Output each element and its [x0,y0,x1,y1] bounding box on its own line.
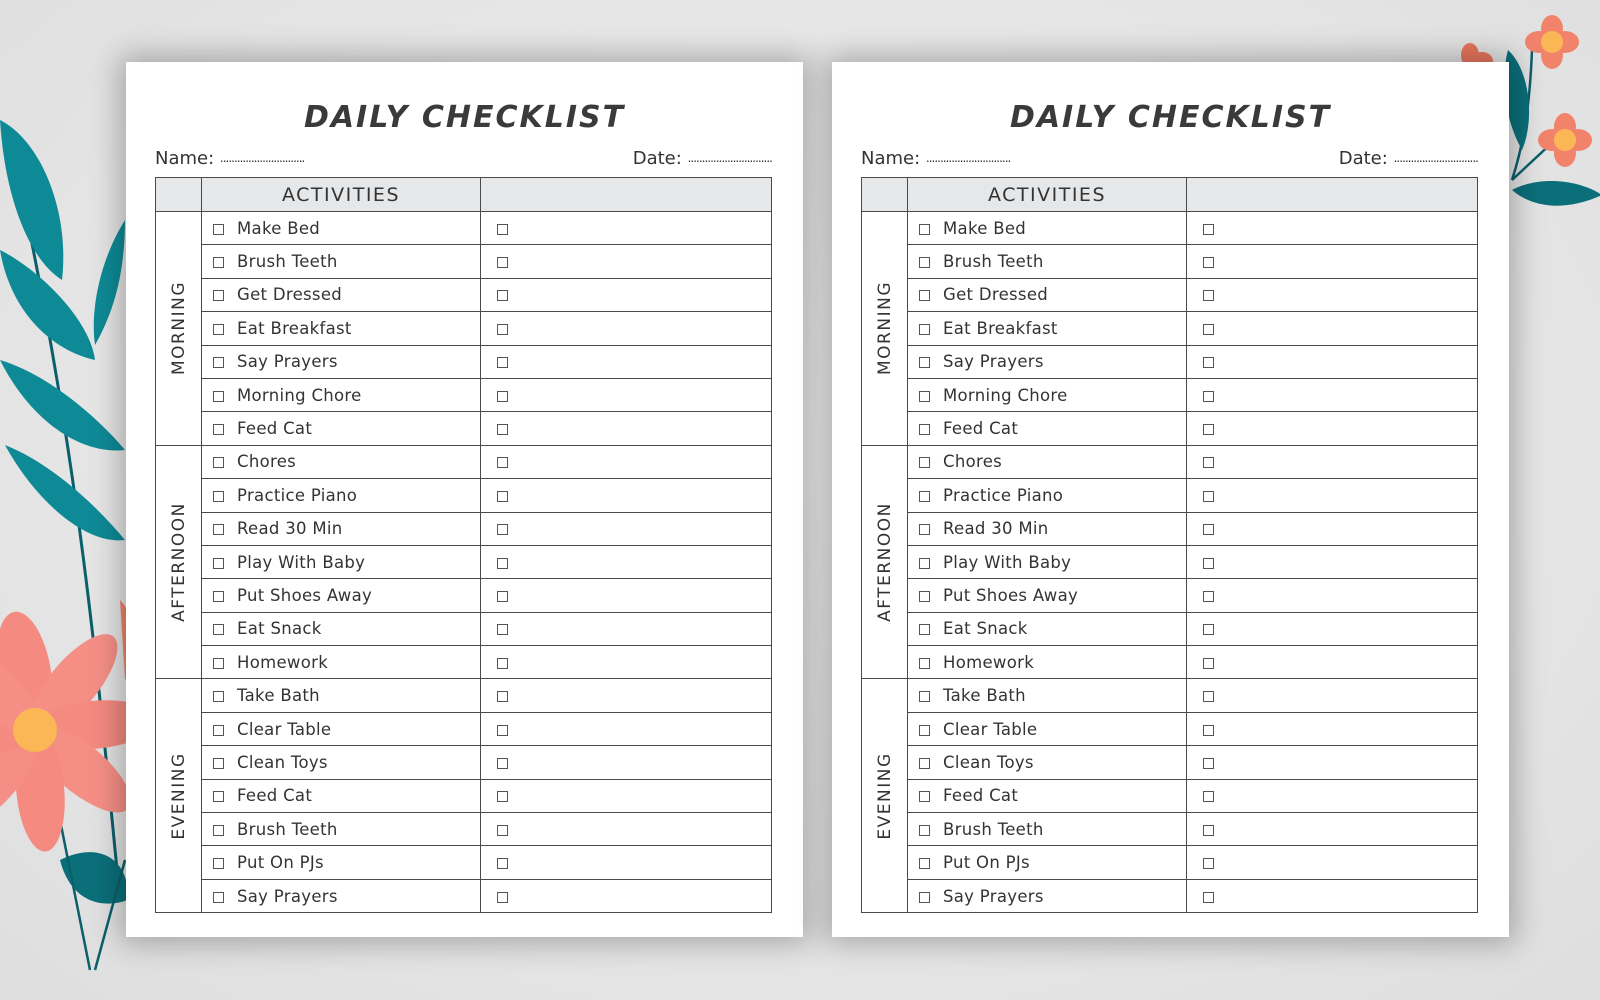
done-cell [1187,278,1478,311]
done-cell [1187,479,1478,512]
checkbox-icon[interactable] [213,524,224,535]
activity-cell [202,278,481,311]
checkbox-icon[interactable] [213,424,224,435]
checkbox-icon[interactable] [919,324,930,335]
activity-cell [202,512,481,545]
done-cell [1187,879,1478,912]
checkbox-icon[interactable] [213,691,224,702]
page-title: DAILY CHECKLIST [303,100,626,135]
done-checkbox-icon[interactable] [497,491,508,502]
done-checkbox-icon[interactable] [1203,691,1214,702]
done-cell [1187,412,1478,445]
checkbox-icon[interactable] [919,424,930,435]
period-afternoon [862,445,908,679]
done-cell [481,412,772,445]
table-row [862,212,1478,245]
checkbox-icon[interactable] [919,491,930,502]
checkbox-icon[interactable] [919,892,930,903]
checkbox-icon[interactable] [213,257,224,268]
activity-cell [202,746,481,779]
activity-cell [908,846,1187,879]
table-row [156,712,772,745]
checkbox-icon[interactable] [919,624,930,635]
activity-label: Put On PJs [943,853,1030,873]
checkbox-icon[interactable] [213,491,224,502]
activity-cell [908,479,1187,512]
activity-cell [908,746,1187,779]
done-cell [481,479,772,512]
period-evening [862,679,908,913]
done-checkbox-icon[interactable] [497,825,508,836]
name-date-line [861,148,1478,172]
done-checkbox-icon[interactable] [1203,524,1214,535]
activity-label: Say Prayers [237,352,338,372]
activity-label: Read 30 Min [943,519,1049,539]
done-checkbox-icon[interactable] [1203,457,1214,468]
done-checkbox-icon[interactable] [497,725,508,736]
done-cell [481,746,772,779]
date-blank[interactable]: .............................. [687,151,772,165]
activity-label: Clean Toys [237,752,328,772]
done-cell [481,378,772,411]
done-checkbox-icon[interactable] [497,558,508,569]
done-cell [1187,779,1478,812]
done-cell [481,879,772,912]
table-row [862,646,1478,679]
done-cell [1187,813,1478,846]
done-cell [1187,545,1478,578]
done-cell [481,245,772,278]
table-row [156,479,772,512]
activity-cell [202,846,481,879]
done-checkbox-icon[interactable] [1203,558,1214,569]
activity-label: Say Prayers [943,352,1044,372]
activity-label: Chores [237,452,297,472]
activity-label: Clean Toys [943,752,1034,772]
activity-label: Feed Cat [237,786,313,806]
table-row [156,345,772,378]
activity-cell [908,612,1187,645]
activity-label: Brush Teeth [237,252,338,272]
activity-label: Eat Breakfast [237,318,352,338]
period-afternoon [156,445,202,679]
checkbox-icon[interactable] [213,224,224,235]
activity-label: Brush Teeth [237,819,338,839]
checkbox-icon[interactable] [213,658,224,669]
checkbox-icon[interactable] [919,725,930,736]
done-cell [1187,378,1478,411]
activity-cell [908,779,1187,812]
checkbox-icon[interactable] [213,324,224,335]
header-period-cell [156,178,202,212]
done-checkbox-icon[interactable] [497,224,508,235]
checkbox-icon[interactable] [919,457,930,468]
date-label: Date: [632,148,682,169]
checkbox-icon[interactable] [213,357,224,368]
activity-label: Feed Cat [943,786,1019,806]
date-field[interactable] [1339,148,1478,169]
table-row [862,579,1478,612]
table-row [862,312,1478,345]
table-row [156,312,772,345]
activity-cell [202,378,481,411]
done-cell [1187,646,1478,679]
done-checkbox-icon[interactable] [497,391,508,402]
checklist-table [861,177,1478,913]
period-label: MORNING [874,281,895,376]
checkbox-icon[interactable] [919,825,930,836]
activity-cell [202,412,481,445]
name-date-line [155,148,772,172]
done-checkbox-icon[interactable] [497,357,508,368]
activity-cell [908,813,1187,846]
name-label: Name: [155,148,215,169]
done-checkbox-icon[interactable] [1203,357,1214,368]
activity-label: Take Bath [237,686,320,706]
table-row [156,846,772,879]
done-checkbox-icon[interactable] [1203,224,1214,235]
activity-cell [908,312,1187,345]
activity-label: Put On PJs [237,853,324,873]
done-checkbox-icon[interactable] [1203,658,1214,669]
activity-cell [908,679,1187,712]
done-checkbox-icon[interactable] [497,591,508,602]
done-cell [1187,846,1478,879]
date-blank[interactable]: .............................. [1393,151,1478,165]
done-checkbox-icon[interactable] [497,524,508,535]
activity-cell [908,646,1187,679]
activity-cell [202,646,481,679]
checkbox-icon[interactable] [213,591,224,602]
checkbox-icon[interactable] [213,391,224,402]
done-cell [481,512,772,545]
activity-label: Take Bath [943,686,1026,706]
table-row [156,245,772,278]
checkbox-icon[interactable] [919,691,930,702]
done-cell [1187,746,1478,779]
done-checkbox-icon[interactable] [497,290,508,301]
activity-label: Morning Chore [237,385,362,405]
activity-cell [202,312,481,345]
name-label: Name: [861,148,921,169]
done-checkbox-icon[interactable] [1203,825,1214,836]
done-checkbox-icon[interactable] [497,457,508,468]
page-title: DAILY CHECKLIST [1009,100,1332,135]
header-activities: ACTIVITIES [908,178,1187,212]
activity-cell [908,445,1187,478]
period-label: MORNING [168,281,189,376]
checkbox-icon[interactable] [919,357,930,368]
activity-cell [202,579,481,612]
table-row [862,679,1478,712]
table-header-row [156,178,772,212]
done-checkbox-icon[interactable] [497,424,508,435]
done-checkbox-icon[interactable] [1203,424,1214,435]
activity-cell [908,245,1187,278]
period-label: EVENING [168,752,189,840]
name-blank[interactable]: .............................. [925,151,1011,165]
header-check-column [1187,178,1478,212]
checklist-table [155,177,772,913]
table-row [862,345,1478,378]
done-checkbox-icon[interactable] [497,624,508,635]
checkbox-icon[interactable] [919,658,930,669]
date-field[interactable] [633,148,772,169]
checklist-page-left [126,62,803,937]
activity-cell [202,813,481,846]
activity-cell [908,879,1187,912]
done-cell [1187,345,1478,378]
checkbox-icon[interactable] [213,558,224,569]
activity-cell [202,245,481,278]
done-checkbox-icon[interactable] [1203,725,1214,736]
done-checkbox-icon[interactable] [497,691,508,702]
done-checkbox-icon[interactable] [497,324,508,335]
period-label: EVENING [874,752,895,840]
table-row [156,779,772,812]
done-checkbox-icon[interactable] [1203,324,1214,335]
done-cell [481,212,772,245]
table-row [862,612,1478,645]
activity-label: Say Prayers [237,886,338,906]
checkbox-icon[interactable] [213,624,224,635]
activity-cell [908,378,1187,411]
table-row [156,378,772,411]
done-cell [1187,579,1478,612]
period-morning [862,212,908,446]
activity-label: Get Dressed [237,285,343,305]
activity-label: Brush Teeth [943,252,1044,272]
activity-cell [202,445,481,478]
checkbox-icon[interactable] [213,892,224,903]
done-cell [481,579,772,612]
table-row [156,212,772,245]
done-cell [481,679,772,712]
activity-cell [202,212,481,245]
activity-cell [202,545,481,578]
activity-cell [908,278,1187,311]
table-row [862,378,1478,411]
activity-label: Play With Baby [237,552,366,572]
done-cell [1187,712,1478,745]
activity-cell [202,612,481,645]
checkbox-icon[interactable] [919,858,930,869]
done-checkbox-icon[interactable] [1203,491,1214,502]
done-checkbox-icon[interactable] [1203,591,1214,602]
activity-label: Feed Cat [237,419,313,439]
checkbox-icon[interactable] [213,457,224,468]
checkbox-icon[interactable] [213,725,224,736]
activity-cell [202,779,481,812]
done-cell [1187,312,1478,345]
done-cell [1187,245,1478,278]
activity-cell [202,479,481,512]
activity-label: Homework [943,652,1035,672]
table-row [156,545,772,578]
activity-label: Put Shoes Away [237,585,373,605]
done-cell [481,646,772,679]
activity-label: Put Shoes Away [943,585,1079,605]
checkbox-icon[interactable] [919,257,930,268]
activity-label: Eat Breakfast [943,318,1058,338]
activity-cell [202,712,481,745]
done-cell [1187,679,1478,712]
checkbox-icon[interactable] [213,791,224,802]
activity-cell [202,345,481,378]
activity-label: Clear Table [237,719,332,739]
table-row [862,245,1478,278]
done-cell [481,813,772,846]
period-evening [156,679,202,913]
table-row [862,512,1478,545]
table-row [862,445,1478,478]
table-row [156,879,772,912]
done-checkbox-icon[interactable] [497,791,508,802]
activity-label: Morning Chore [943,385,1068,405]
done-checkbox-icon[interactable] [1203,791,1214,802]
activity-label: Get Dressed [943,285,1049,305]
activity-cell [908,212,1187,245]
done-checkbox-icon[interactable] [497,257,508,268]
done-checkbox-icon[interactable] [1203,391,1214,402]
table-row [862,879,1478,912]
done-cell [481,345,772,378]
activity-label: Clear Table [943,719,1038,739]
activity-label: Play With Baby [943,552,1072,572]
activity-label: Say Prayers [943,886,1044,906]
period-label: AFTERNOON [168,502,189,622]
table-row [862,813,1478,846]
checkbox-icon[interactable] [919,290,930,301]
checkbox-icon[interactable] [213,825,224,836]
done-cell [481,779,772,812]
checkbox-icon[interactable] [919,591,930,602]
pink-flower-icon [0,607,140,853]
activity-label: Eat Snack [943,619,1028,639]
done-checkbox-icon[interactable] [1203,858,1214,869]
done-cell [481,278,772,311]
checklist-page-right [832,62,1509,937]
table-row [862,278,1478,311]
activity-cell [908,412,1187,445]
activity-cell [202,879,481,912]
done-cell [481,545,772,578]
checkbox-icon[interactable] [919,524,930,535]
header-check-column [481,178,772,212]
table-row [156,278,772,311]
activity-label: Chores [943,452,1003,472]
done-cell [1187,212,1478,245]
teal-leaves-icon [0,120,136,970]
done-cell [481,445,772,478]
checkbox-icon[interactable] [213,290,224,301]
done-checkbox-icon[interactable] [1203,290,1214,301]
activity-label: Practice Piano [943,485,1064,505]
table-row [156,445,772,478]
name-field[interactable] [155,148,304,169]
date-label: Date: [1338,148,1388,169]
leaf-flower-decoration-left [0,100,140,1000]
activity-label: Brush Teeth [943,819,1044,839]
activity-label: Practice Piano [237,485,358,505]
table-row [156,412,772,445]
activity-label: Make Bed [943,218,1027,238]
done-cell [1187,612,1478,645]
done-cell [481,312,772,345]
table-row [862,712,1478,745]
activity-cell [908,579,1187,612]
table-row [156,679,772,712]
table-header-row [862,178,1478,212]
done-checkbox-icon[interactable] [1203,758,1214,769]
name-field[interactable] [861,148,1010,169]
done-checkbox-icon[interactable] [497,758,508,769]
activity-cell [908,345,1187,378]
checkbox-icon[interactable] [919,758,930,769]
name-blank[interactable]: .............................. [219,151,305,165]
done-checkbox-icon[interactable] [1203,892,1214,903]
table-row [862,846,1478,879]
activity-cell [908,545,1187,578]
table-row [862,746,1478,779]
done-cell [481,612,772,645]
activity-cell [908,712,1187,745]
checkbox-icon[interactable] [919,224,930,235]
table-row [862,479,1478,512]
table-row [156,646,772,679]
checkbox-icon[interactable] [919,391,930,402]
activity-label: Read 30 Min [237,519,343,539]
done-checkbox-icon[interactable] [1203,624,1214,635]
activity-label: Make Bed [237,218,321,238]
checkbox-icon[interactable] [213,758,224,769]
done-checkbox-icon[interactable] [1203,257,1214,268]
period-label: AFTERNOON [874,502,895,622]
table-row [156,612,772,645]
checkbox-icon[interactable] [213,858,224,869]
activity-label: Feed Cat [943,419,1019,439]
table-row [862,779,1478,812]
done-cell [481,846,772,879]
period-morning [156,212,202,446]
table-row [156,512,772,545]
done-cell [481,712,772,745]
header-activities: ACTIVITIES [202,178,481,212]
activity-cell [202,679,481,712]
done-checkbox-icon[interactable] [497,858,508,869]
table-row [156,579,772,612]
done-cell [1187,445,1478,478]
activity-cell [908,512,1187,545]
table-row [156,746,772,779]
table-row [862,545,1478,578]
done-checkbox-icon[interactable] [497,892,508,903]
activity-label: Homework [237,652,329,672]
done-checkbox-icon[interactable] [497,658,508,669]
header-period-cell [862,178,908,212]
checkbox-icon[interactable] [919,791,930,802]
table-row [862,412,1478,445]
checkbox-icon[interactable] [919,558,930,569]
activity-label: Eat Snack [237,619,322,639]
done-cell [1187,512,1478,545]
table-row [156,813,772,846]
